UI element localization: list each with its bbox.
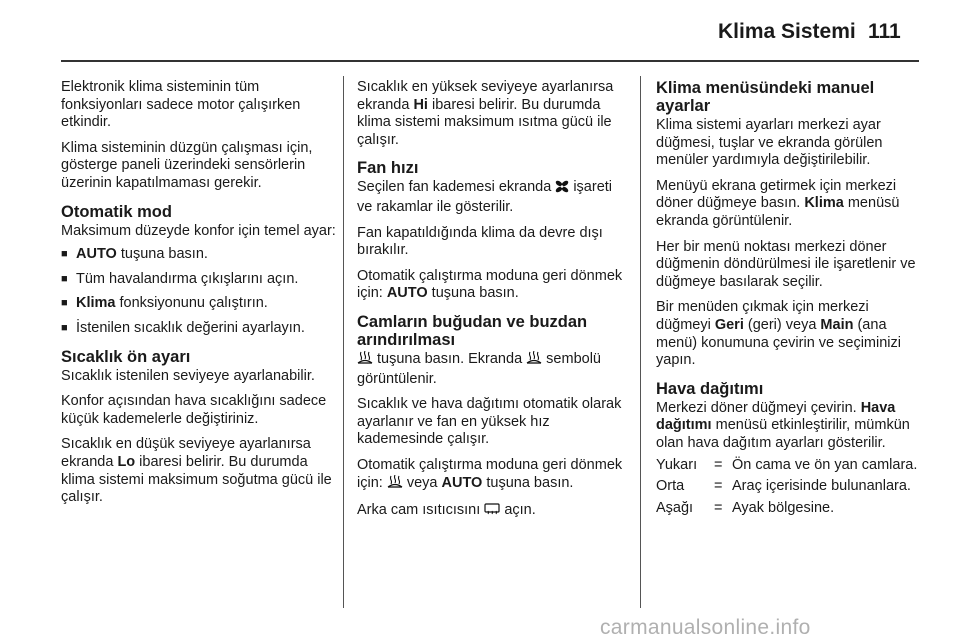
max-heat-paragraph: Sıcaklık en yüksek seviyeye ayarlanırsa ekranda Hi ibaresi belirir. Bu durumda klima sistemi maksimum ısıtma gücü ile çalışır. bbox=[357, 79, 614, 148]
temperature-paragraph-3: Sıcaklık en düşük seviyeye ayarlanırsa ekranda Lo ibaresi belirir. Bu durumda klima sistemi maksimum soğutma gücü ile çalışır. bbox=[61, 436, 332, 506]
table-row: Yukarı = Ön cama ve ön yan camlara. bbox=[656, 456, 918, 473]
fan-paragraph-1: Seçilen fan kademesi ekranda işareti ve rakamlar ile gösterilir. bbox=[357, 179, 613, 215]
manual-settings-heading: Klima menüsündeki manuel ayarlar bbox=[656, 79, 875, 115]
defog-paragraph-2: Sıcaklık ve hava dağıtımı otomatik olarak ayarlanır ve fan en yüksek hız kademesinde çalışır. bbox=[357, 396, 622, 448]
fan-paragraph-2: Fan kapatıldığında klima da devre dışı bırakılır. bbox=[357, 224, 603, 259]
list-item: ■ Klima fonksiyonunu çalıştırın. bbox=[61, 295, 336, 313]
temperature-paragraph-2: Konfor açısından hava sıcaklığını sadece küçük kademelerle değiştiriniz. bbox=[61, 393, 327, 427]
temperature-paragraph-1: Sıcaklık istenilen seviyeye ayarlanabilir. bbox=[61, 367, 315, 384]
defog-heading: Camların buğudan ve buzdan arındırılması bbox=[357, 312, 588, 349]
air-distribution-paragraph: Merkezi döner düğmeyi çevirin. Hava dağıtımı menüsü etkinleştirilir, mümkün olan hava dağıtım ayarları gösterilir. bbox=[656, 399, 910, 451]
temperature-heading: Sıcaklık ön ayarı bbox=[61, 347, 191, 366]
menu-paragraph-2: Menüyü ekrana getirmek için merkezi döner düğmeye basın. Klima menüsü ekranda görüntülenir. bbox=[656, 177, 900, 229]
fan-paragraph-3: Otomatik çalıştırma moduna geri dönmek için: AUTO tuşuna basın. bbox=[357, 267, 623, 302]
intro-paragraph: Elektronik klima sisteminin tüm fonksiyonları sadece motor çalışırken etkindir. bbox=[61, 79, 301, 131]
auto-mode-heading: Otomatik mod bbox=[61, 202, 172, 221]
fan-icon bbox=[555, 180, 569, 199]
rear-window-heater-icon bbox=[484, 502, 500, 522]
menu-paragraph-4: Bir menüden çıkmak için merkezi düğmeyi Geri (geri) veya Main (ana menü) konumuna çevirin ve seçiminizi yapın. bbox=[656, 299, 901, 369]
column-3 bbox=[656, 79, 922, 521]
windshield-defrost-icon bbox=[526, 351, 542, 371]
header-title: Klima Sistemi bbox=[718, 20, 856, 43]
menu-paragraph-3: Her bir menü noktası merkezi döner düğmenin döndürülmesi ile işaretlenir ve düğmeye basılarak seçilir. bbox=[656, 238, 916, 290]
windshield-defrost-icon bbox=[357, 351, 373, 371]
list-item: ■ İstenilen sıcaklık değerini ayarlayın. bbox=[61, 320, 336, 338]
air-distribution-heading: Hava dağıtımı bbox=[656, 379, 764, 398]
windshield-defrost-icon bbox=[387, 475, 403, 495]
auto-mode-intro: Maksimum düzeyde konfor için temel ayar: bbox=[61, 222, 336, 239]
air-distribution-table bbox=[656, 457, 922, 522]
table-row: Aşağı = Ayak bölgesine. bbox=[656, 499, 835, 516]
column-1 bbox=[61, 79, 336, 515]
defog-paragraph-3: Otomatik çalıştırma moduna geri dönmek için: veya AUTO tuşuna basın. bbox=[357, 457, 631, 494]
page-number: 111 bbox=[868, 20, 901, 43]
header-rule bbox=[61, 60, 919, 62]
column-2 bbox=[357, 79, 631, 530]
table-row: Orta = Araç içerisinde bulunanlara. bbox=[656, 478, 911, 495]
auto-mode-list bbox=[61, 246, 336, 337]
watermark: carmanualsonline.info bbox=[600, 616, 811, 639]
fan-speed-heading: Fan hızı bbox=[357, 159, 419, 178]
list-item: ■ AUTO tuşuna basın. bbox=[61, 246, 336, 264]
defog-paragraph-1: tuşuna basın. Ekranda sembolü görüntülenir. bbox=[357, 350, 601, 387]
sensor-paragraph: Klima sisteminin düzgün çalışması için, gösterge paneli üzerindeki sensörlerin üzerinin kapatılmaması gerekir. bbox=[61, 139, 313, 191]
column-divider-2 bbox=[640, 76, 641, 608]
menu-paragraph-1: Klima sistemi ayarları merkezi ayar düğmesi, tuşlar ve ekranda görülen menüler yardımıyla değiştirilebilir. bbox=[656, 117, 883, 169]
column-divider-1 bbox=[343, 76, 344, 608]
rear-heater-paragraph: Arka cam ısıtıcısını açın. bbox=[357, 502, 631, 522]
list-item: ■ Tüm havalandırma çıkışlarını açın. bbox=[61, 271, 336, 289]
